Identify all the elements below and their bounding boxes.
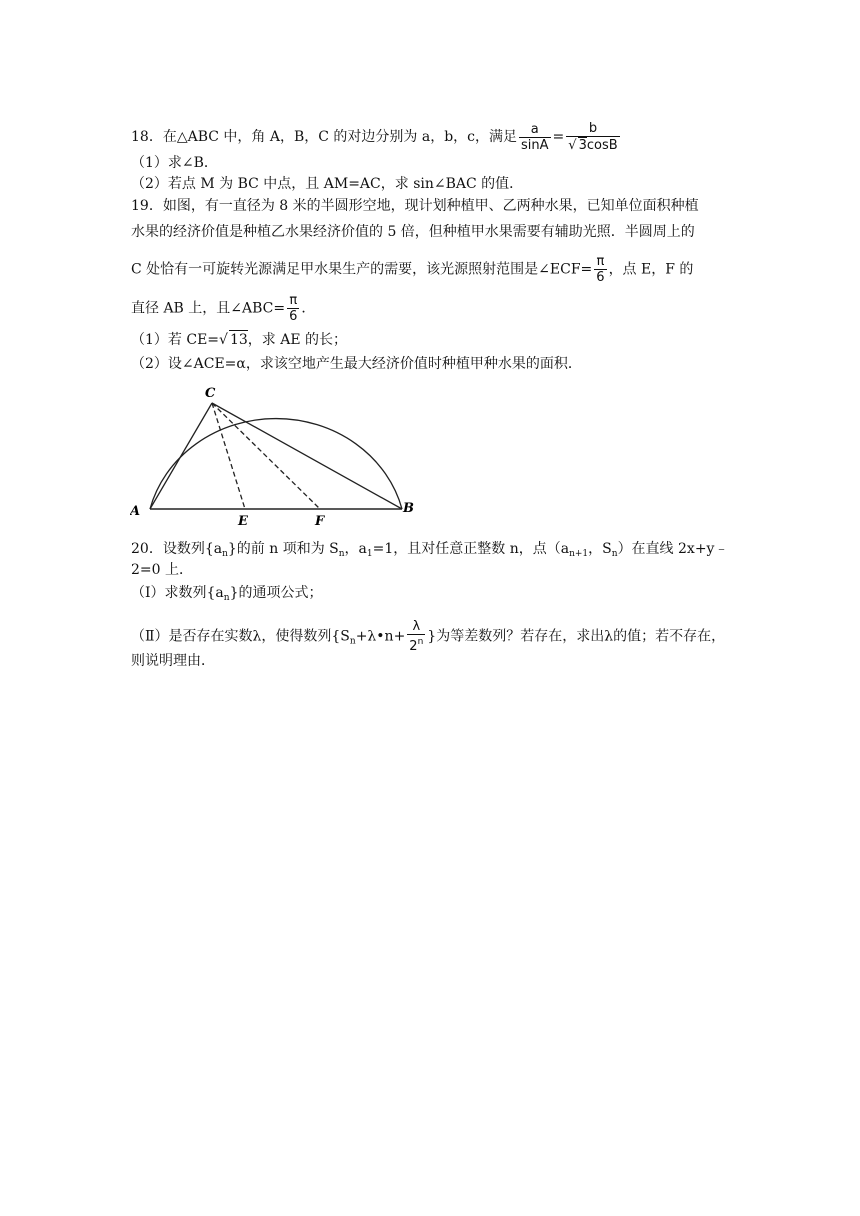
q18-part1: （1）求∠B． — [131, 155, 218, 171]
q20-frac-den — [407, 635, 425, 654]
q20-sub-n: n — [223, 593, 230, 603]
q18-fraction-a — [519, 122, 551, 153]
label-a: A — [130, 504, 141, 519]
q19-part1-sqrt: 13 — [229, 332, 248, 348]
segment-cb — [212, 403, 402, 509]
q18-frac2-num: b — [566, 121, 619, 137]
q19-line3 — [131, 254, 693, 285]
q20-frac-den-base: 2 — [409, 639, 418, 654]
q19-line4 — [131, 293, 315, 324]
semicircle-arc — [150, 419, 402, 509]
q19-abc-den: 6 — [289, 309, 298, 324]
q18-frac1-num: a — [519, 122, 551, 138]
q20-line1-e: ，S — [588, 541, 612, 557]
q19-line4-pre: 直径 AB 上，且∠ABC= — [131, 300, 286, 317]
q20-line1-f: ）在直线 2x+y﹣ — [617, 541, 729, 557]
label-b: B — [403, 501, 414, 516]
q20-part1-b: }的通项公式； — [229, 585, 323, 601]
q20-line1-d: =1，且对任意正整数 n，点（a — [372, 541, 570, 557]
q18-frac2-den-rest: cosB — [586, 138, 618, 153]
q19-part2: （2）设∠ACE=α，求该空地产生最大经济价值时种植甲种水果的面积． — [131, 356, 582, 372]
q18-part2: （2）若点 M 为 BC 中点，且 AM=AC，求 sin∠BAC 的值． — [131, 176, 524, 192]
q19-part1-post: ，求 AE 的长； — [247, 332, 348, 348]
label-f: F — [315, 514, 325, 527]
label-c: C — [205, 386, 216, 401]
q20-sub-n: n — [222, 549, 228, 559]
q19-line4-post: ． — [301, 300, 316, 317]
q20-line1-c: ，a — [344, 541, 367, 557]
q18-stem-line — [131, 121, 622, 153]
q20-line1 — [131, 540, 728, 563]
q18-fraction-b — [566, 121, 619, 153]
q19-line1: 19．如图，有一直径为 8 米的半圆形空地，现计划种植甲、乙两种水果，已知单位面积种植 — [131, 198, 699, 214]
q19-ecf-den: 6 — [596, 270, 605, 285]
q20-line1-b: }的前 n 项和为 S — [227, 541, 339, 557]
q20-sub-1: 1 — [366, 549, 373, 559]
q20-part2-c: }为等差数列？若存在，求出λ的值；若不存在， — [427, 628, 726, 645]
q20-sub-n: n — [611, 549, 618, 559]
q19-part1-pre: （1）若 CE= — [131, 332, 220, 348]
label-e: E — [238, 514, 248, 527]
q20-line1-a: 20．设数列{a — [131, 541, 223, 557]
q19-line2: 水果的经济价值是种植乙水果经济价值的 5 倍，但种植甲水果需要有辅助光照．半圆周上的 — [131, 224, 695, 240]
q18-frac2-den — [566, 137, 619, 153]
q20-sub-n: n — [349, 636, 356, 647]
q20-sub-n: n — [338, 549, 345, 559]
semicircle-figure — [130, 381, 414, 527]
q19-line3-post: ，点 E，F 的 — [608, 261, 694, 278]
q19-abc-num: π — [287, 293, 299, 309]
q19-abc-fraction — [287, 293, 299, 324]
q20-lambda-fraction — [407, 619, 425, 654]
q20-part2 — [131, 619, 725, 654]
q18-stem: 18．在△ABC 中，角 A，B，C 的对边分别为 a，b，c，满足 — [131, 129, 518, 145]
q20-part1 — [131, 584, 323, 607]
q20-part2-a: （Ⅱ）是否存在实数λ，使得数列{S — [131, 628, 350, 645]
q20-line2: 2=0 上． — [131, 562, 193, 578]
q20-sub-n1: n+1 — [569, 549, 589, 559]
q18-equals: = — [552, 129, 565, 145]
q19-ecf-fraction — [594, 254, 606, 285]
q20-part2-line2: 则说明理由． — [131, 653, 215, 669]
q20-part2-b: +λ•n+ — [355, 628, 406, 645]
q19-ecf-num: π — [594, 254, 606, 270]
sqrt-icon: √ — [568, 138, 577, 153]
q18-frac1-den: sinA — [521, 137, 549, 153]
q19-part1 — [131, 330, 347, 349]
sqrt-icon: √ — [219, 332, 228, 348]
q20-part1-a: （Ⅰ）求数列{a — [131, 585, 224, 601]
q18-frac2-den-sqrt: 3 — [578, 138, 587, 153]
segment-ca — [150, 403, 212, 509]
q20-frac-num: λ — [407, 619, 425, 635]
q19-line3-pre: C 处恰有一可旋转光源满足甲水果生产的需要，该光源照射范围是∠ECF= — [131, 261, 593, 278]
q20-frac-den-exp: n — [417, 637, 424, 647]
